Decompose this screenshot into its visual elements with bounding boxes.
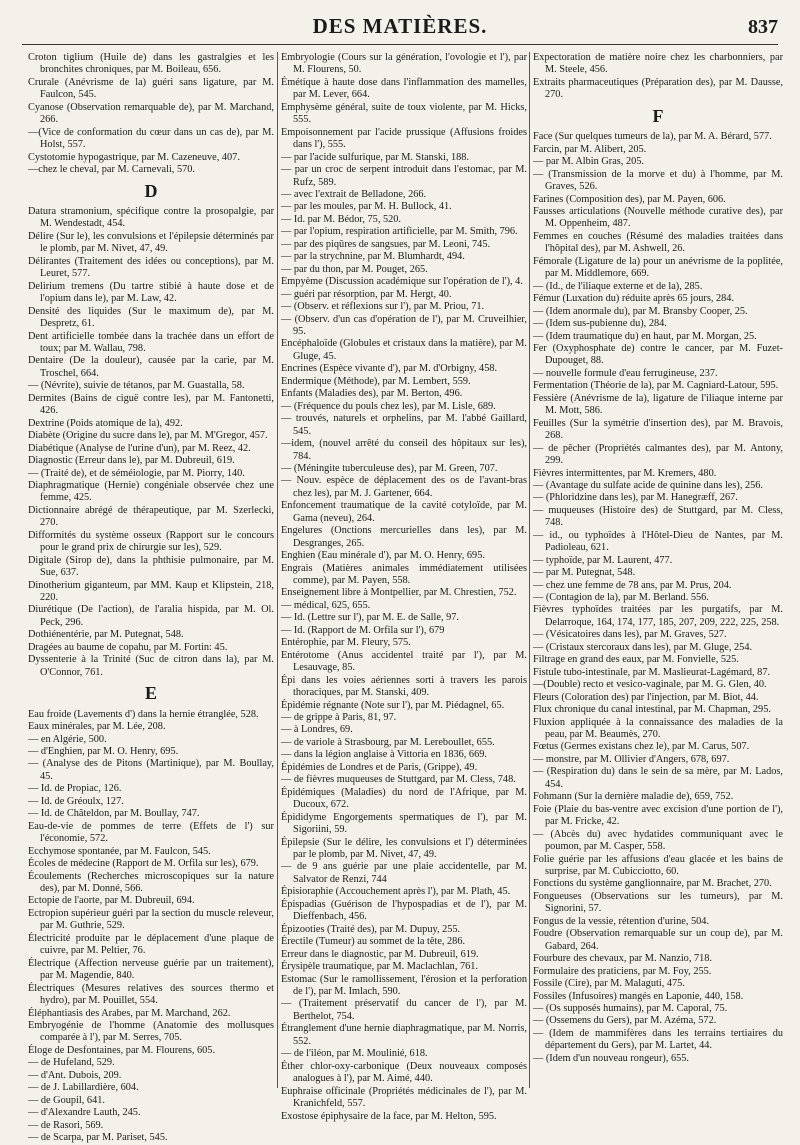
- index-entry: Écoles de médecine (Rapport de M. Orfila sur les), 679.: [28, 858, 259, 870]
- index-entry: Étranglement d'une hernie diaphragmatique, par M. Norris, 552.: [281, 1023, 527, 1047]
- index-entry: — en Algérie, 500.: [28, 733, 107, 745]
- index-entry: Engelures (Onctions mercurielles dans les), par M. Desgranges, 265.: [281, 525, 527, 549]
- index-entry: Fleurs (Coloration des) par l'injection, par M. Biot, 44.: [533, 691, 759, 703]
- index-entry: — par M. Albin Gras, 205.: [533, 156, 644, 168]
- index-entry: — (Névrite), suivie de tétanos, par M. Guastalla, 58.: [28, 380, 245, 392]
- index-entry: — (Transmission de la morve et du) à l'homme, par M. Graves, 526.: [533, 168, 783, 193]
- index-column-2: [281, 52, 527, 1122]
- index-entry: Diabétique (Analyse de l'urine d'un), par M. Reez, 42.: [28, 442, 251, 454]
- index-entry: Estomac (Sur le ramollissement, l'érosion et la perforation de l'), par M. Imlach, 590.: [281, 973, 527, 997]
- index-entry: — Id. de Gréoulx, 127.: [28, 795, 124, 807]
- index-entry: Emphysème général, suite de toux violente, par M. Hicks, 555.: [281, 101, 527, 126]
- index-entry: — de 9 ans guérie par une plaie accidentelle, par M. Salvator de Renzi, 744: [281, 861, 527, 885]
- index-entry: — (Idem de mammifères dans les terrains tertiaires du département du Gers), par M. Lartet, 44.: [533, 1027, 783, 1052]
- index-entry: — (Observ. et réflexions sur l'), par M. Priou, 71.: [281, 301, 485, 313]
- index-entry: Dinotherium giganteum, par MM. Kaup et Klipstein, 218, 220.: [28, 579, 274, 604]
- index-entry: Empyème (Discussion académique sur l'opération de l'), 4.: [281, 276, 523, 288]
- index-entry: Épidémie régnante (Note sur l'), par M. Piédagnel, 65.: [281, 699, 505, 711]
- index-entry: Exostose épiphysaire de la face, par M. Helton, 595.: [281, 1110, 497, 1122]
- index-entry: Cyanose (Observation remarquable de), par M. Marchand, 266.: [28, 101, 274, 126]
- index-entry: — (Ossemens du Gers), par M. Azéma, 572.: [533, 1015, 717, 1027]
- index-entry: — par la strychnine, par M. Blumhardt, 494.: [281, 251, 465, 263]
- index-entry: Euphraise officinale (Propriétés médicinales de l'), par M. Kranichfeld, 557.: [281, 1085, 527, 1110]
- index-entry: Enseignement libre à Montpellier, par M. Chrestien, 752.: [281, 587, 517, 599]
- index-entry: Datura stramonium, spécifique contre la prosopalgie, par M. Wendestadt, 454.: [28, 205, 274, 230]
- index-entry: Électricité produite par le déplacement d'une plaque de cuivre, par M. Peltier, 76.: [28, 932, 274, 957]
- section-letter: E: [144, 683, 157, 704]
- index-entry: — de Goupil, 641.: [28, 1094, 105, 1106]
- index-entry: Empoisonnement par l'acide prussique (Affusions froides dans l'), 555.: [281, 126, 527, 151]
- index-entry: Engrais (Matières animales immédiatement utilisées comme), par M. Payen, 558.: [281, 562, 527, 587]
- index-entry: Flux chronique du canal intestinal, par M. Chapman, 295.: [533, 704, 771, 716]
- index-entry: Fessière (Anévrisme de la), ligature de l'iliaque interne par M. Mott, 586.: [533, 392, 783, 417]
- index-entry: Filtrage en grand des eaux, par M. Fonvielle, 525.: [533, 654, 739, 666]
- index-entry: Fémorale (Ligature de la) pour un anévrisme de la poplitée, par M. Middlemore, 669.: [533, 255, 783, 280]
- index-entry: Émétique à haute dose dans l'inflammation des mamelles, par M. Lever, 664.: [281, 76, 527, 101]
- index-entry: — à Londres, 69.: [281, 724, 353, 736]
- index-entry: Dextrine (Poids atomique de la), 492.: [28, 417, 183, 429]
- index-entry: Fausses articulations (Nouvelle méthode curative des), par M. Oppenheim, 487.: [533, 205, 783, 230]
- index-entry: — (Analyse des de Pitons (Martinique), par M. Boullay, 45.: [28, 758, 274, 782]
- index-entry: Délire (Sur le), les convulsions et l'épilepsie déterminés par le plomb, par M. Nivet, 47, 49.: [28, 230, 274, 255]
- index-entry: Fistule tubo-intestinale, par M. Maslieurat-Lagémard, 87.: [533, 666, 771, 678]
- index-entry: Crurale (Anévrisme de la) guéri sans ligature, par M. Faulcon, 545.: [28, 76, 274, 101]
- index-entry: — d'Ant. Dubois, 209.: [28, 1069, 122, 1081]
- index-column-1: [28, 52, 274, 1144]
- index-entry: — avec l'extrait de Belladone, 266.: [281, 188, 427, 200]
- index-entry: Dent artificielle tombée dans la trachée dans un effort de toux; par M. Wallau, 798.: [28, 330, 274, 354]
- index-entry: Écoulements (Recherches microscopiques sur la nature des), par M. Donné, 566.: [28, 870, 274, 894]
- index-entry: Fièvres typhoïdes traitées par les purgatifs, par M. Delarroque, 164, 174, 177, 185, 207, 209, 222, 225, 258.: [533, 604, 783, 628]
- index-entry: Entérophie, par M. Fleury, 575.: [281, 637, 411, 649]
- page-header: [0, 6, 800, 44]
- index-entry: — (Cristaux stercoraux dans les), par M. Gluge, 254.: [533, 641, 753, 653]
- index-entry: Diaphragmatique (Hernie) congéniale observée chez une femme, 425.: [28, 479, 274, 504]
- index-entry: Épisioraphie (Accouchement après l'), par M. Plath, 45.: [281, 886, 511, 898]
- index-entry: — (Idem sus-pubienne du), 284.: [533, 318, 667, 330]
- index-entry: Embryogénie de l'homme (Anatomie des mollusques comparée à l'), par M. Serres, 705.: [28, 1019, 274, 1044]
- index-entry: Diabète (Origine du sucre dans le), par M. M'Gregor, 457.: [28, 430, 268, 442]
- index-entry: Ectropion supérieur guéri par la section du muscle releveur, par M. Guthrie, 529.: [28, 907, 274, 932]
- index-entry: — dans la légion anglaise à Vittoria en 1836, 669.: [281, 749, 487, 761]
- index-entry: Fourbure des chevaux, par M. Nanzio, 718.: [533, 953, 713, 965]
- section-letter: F: [652, 105, 664, 126]
- index-entry: Fièvres intermittentes, par M. Kremers, 480.: [533, 467, 717, 479]
- index-entry: Fer (Oxyphosphate de) contre le cancer, par M. Fuzet-Dupouget, 88.: [533, 342, 783, 367]
- index-entry: — (Abcès du) avec hydatides communiquant avec le poumon, par M. Casper, 558.: [533, 828, 783, 853]
- index-entry: — (Vésicatoires dans les), par M. Graves, 527.: [533, 629, 727, 641]
- index-entry: — (Idem anormale du), par M. Bransby Cooper, 25.: [533, 305, 748, 317]
- index-entry: Femmes en couches (Résumé des maladies traitées dans l'hôpital des), par M. Ashwell, 26.: [533, 230, 783, 255]
- index-entry: Expectoration de matière noire chez les charbonniers, par M. Steele, 456.: [533, 52, 783, 76]
- index-entry: Électriques (Mesures relatives des sources thermo et hydro), par M. Pouillet, 554.: [28, 982, 274, 1007]
- index-entry: — id., ou typhoïdes à l'Hôtel-Dieu de Nantes, par M. Padioleau, 621.: [533, 529, 783, 554]
- index-entry: — de pêcher (Propriétés calmantes des), par M. Antony, 299.: [533, 442, 783, 467]
- index-entry: Farcin, par M. Alibert, 205.: [533, 143, 647, 155]
- index-entry: Dictionnaire abrégé de thérapeutique, par M. Szerlecki, 270.: [28, 504, 274, 529]
- index-entry: Folie guérie par les affusions d'eau glacée et les bains de surprise, par M. Cubicciotto, 60.: [533, 853, 783, 877]
- index-entry: — (Traitement préservatif du cancer de l'), par M. Berthelot, 754.: [281, 998, 527, 1022]
- index-entry: Électrique (Affection nerveuse guérie par un traitement), par M. Magendie, 840.: [28, 957, 274, 982]
- index-entry: Épididyme Engorgements spermatiques de l'), par M. Sigoriini, 59.: [281, 811, 527, 836]
- index-entry: Épidémies de Londres et de Paris, (Grippe), 49.: [281, 761, 478, 773]
- index-entry: — de grippe à Paris, 81, 97.: [281, 712, 397, 724]
- column-divider: [277, 52, 278, 1088]
- index-entry: Fongueuses (Observations sur les tumeurs), par M. Signorini, 57.: [533, 890, 783, 915]
- index-entry: — (Avantage du sulfate acide de quinine dans les), 256.: [533, 479, 763, 491]
- page-title: DES MATIÈRES.: [312, 14, 488, 38]
- index-entry: — de variole à Strasbourg, par M. Lereboullet, 655.: [281, 736, 495, 748]
- index-entry: Fossiles (Infusoires) mangés en Laponie, 440, 158.: [533, 990, 744, 1002]
- index-entry: — de J. Labillardière, 604.: [28, 1082, 139, 1094]
- index-entry: — de Scarpa, par M. Pariset, 545.: [28, 1132, 168, 1144]
- index-entry: Épilepsie (Sur le délire, les convulsions et l') déterminées par le plomb, par M. Nivet, 47, 49.: [281, 836, 527, 860]
- index-entry: Épi dans les voies aériennes sorti à travers les parois thoraciques, par M. Stanski, 409.: [281, 674, 527, 699]
- index-entry: Dermites (Bains de ciguë contre les), par M. Fantonetti, 426.: [28, 392, 274, 417]
- index-entry: Fœtus (Germes existans chez le), par M. Carus, 507.: [533, 741, 750, 753]
- index-entry: — Nouv. espèce de déplacement des os de l'avant-bras chez les), par M. J. Gartener, 664.: [281, 475, 527, 499]
- index-entry: Embryologie (Cours sur la génération, l'ovologie et l'), par M. Flourens, 50.: [281, 52, 527, 76]
- index-entry: Dragées au baume de copahu, par M. Fortin: 45.: [28, 641, 228, 653]
- index-entry: Erreur dans le diagnostic, par M. Dubreuil, 619.: [281, 948, 479, 960]
- index-entry: Difformités du système osseux (Rapport sur le concours pour le grand prix de chirurgie sur les), 529.: [28, 529, 274, 554]
- index-entry: Fongus de la vessie, rétention d'urine, 504.: [533, 915, 710, 927]
- index-entry: Eau froide (Lavements d') dans la hernie étranglée, 528.: [28, 708, 259, 720]
- index-entry: Fémur (Luxation du) réduite après 65 jours, 284.: [533, 293, 735, 305]
- index-entry: — trouvés, naturels et orphelins, par M. l'abbé Gaillard, 545.: [281, 413, 527, 437]
- index-entry: Dentaire (De la douleur), causée par la carie, par M. Troschel, 664.: [28, 355, 274, 379]
- index-entry: Foie (Plaie du bas-ventre avec excision d'une portion de l'), par M. Fricke, 42.: [533, 803, 783, 828]
- index-entry: Entérotome (Anus accidentel traité par l'), par M. Lesauvage, 85.: [281, 649, 527, 674]
- index-entry: Érectile (Tumeur) au sommet de la tête, 286.: [281, 936, 466, 948]
- index-column-3: [533, 52, 783, 1092]
- index-entry: —(Double) recto et vesico-vaginale, par M. G. Glen, 40.: [533, 679, 767, 691]
- index-entry: — monstre, par M. Ollivier d'Angers, 678, 697.: [533, 753, 730, 765]
- index-entry: — (Respiration du) dans le sein de sa mère, par M. Lados, 454.: [533, 766, 783, 790]
- column-divider: [529, 52, 530, 1088]
- index-entry: — par des piqûres de sangsues, par M. Leoni, 745.: [281, 238, 491, 250]
- index-entry: Enfants (Maladies des), par M. Berton, 496.: [281, 388, 463, 400]
- index-entry: Fermentation (Théorie de la), par M. Cagniard-Latour, 595.: [533, 380, 779, 392]
- index-entry: Enfoncement traumatique de la cavité cotyloïde, par M. Gama (neveu), 264.: [281, 500, 527, 524]
- index-entry: Extraits pharmaceutiques (Préparation des), par M. Dausse, 270.: [533, 76, 783, 101]
- index-entry: — médical, 625, 655.: [281, 599, 371, 611]
- index-entry: — chez une femme de 78 ans, par M. Prus, 204.: [533, 579, 732, 591]
- index-entry: — par l'acide sulfurique, par M. Stanski, 188.: [281, 151, 470, 163]
- index-entry: — d'Alexandre Lauth, 245.: [28, 1107, 141, 1119]
- index-entry: Éléphantiasis des Arabes, par M. Marchand, 262.: [28, 1007, 231, 1019]
- index-entry: Encéphaloïde (Globules et cristaux dans la matière), par M. Gluge, 45.: [281, 338, 527, 362]
- index-entry: — Id. de Propiac, 126.: [28, 783, 122, 795]
- index-entry: — d'Enghien, par M. O. Henry, 695.: [28, 746, 179, 758]
- index-entry: Éther chlor-oxy-carbonique (Deux nouveaux composés analogues à l'), par M. Aimé, 440.: [281, 1060, 527, 1085]
- index-entry: Épispadias (Guérison de l'hypospadias et de l'), par M. Dieffenbach, 456.: [281, 898, 527, 923]
- index-entry: Foudre (Observation remarquable sur un coup de), par M. Gabard, 264.: [533, 928, 783, 952]
- index-entry: Densité des liquides (Sur le maximum de), par M. Despretz, 61.: [28, 305, 274, 330]
- index-entry: Fluxion appliquée à la connaissance des maladies de la peau, par M. Beaumès, 270.: [533, 716, 783, 741]
- index-entry: Feuilles (Sur la symétrie d'insertion des), par M. Bravois, 268.: [533, 417, 783, 442]
- index-entry: — par un croc de serpent introduit dans l'estomac, par M. Rufz, 589.: [281, 164, 527, 188]
- index-entry: — (Observ. d'un cas d'opération de l'), par M. Cruveilhier, 95.: [281, 313, 527, 337]
- index-entry: Endermique (Méthode), par M. Lembert, 559.: [281, 375, 471, 387]
- index-entry: Épidémiques (Maladies) du nord de l'Afrique, par M. Ducoux, 672.: [281, 786, 527, 811]
- index-entry: —idem, (nouvel arrêté du conseil des hôpitaux sur les), 784.: [281, 438, 527, 462]
- index-entry: — Id. de Châteldon, par M. Boullay, 747.: [28, 808, 200, 820]
- index-entry: Diagnostic (Erreur dans le), par M. Dubreuil, 619.: [28, 455, 235, 467]
- index-entry: — par M. Putegnat, 548.: [533, 567, 636, 579]
- index-entry: Épizooties (Traité des), par M. Dupuy, 255.: [281, 923, 461, 935]
- index-entry: — (Phloridzine dans les), par M. Hanegræff, 267.: [533, 492, 738, 504]
- index-entry: Encrines (Espèce vivante d'), par M. d'Orbigny, 458.: [281, 363, 498, 375]
- index-entry: Enghien (Eau minérale d'), par M. O. Henry, 695.: [281, 550, 485, 562]
- index-entry: — (Traité de), et de séméiologie, par M. Piorry, 140.: [28, 467, 245, 479]
- index-entry: Dothiénentérie, par M. Putegnat, 548.: [28, 629, 184, 641]
- index-entry: — (Méningite tuberculeuse des), par M. Green, 707.: [281, 462, 498, 474]
- index-entry: Farines (Composition des), par M. Payen, 606.: [533, 193, 726, 205]
- index-entry: — typhoïde, par M. Laurent, 477.: [533, 554, 673, 566]
- index-entry: Fohmann (Sur la dernière maladie de), 659, 752.: [533, 791, 734, 803]
- index-entry: — par l'opium, respiration artificielle, par M. Smith, 796.: [281, 226, 518, 238]
- index-entry: — guéri par résorption, par M. Hergt, 40.: [281, 288, 452, 300]
- index-entry: Éloge de Desfontaines, par M. Flourens, 605.: [28, 1044, 216, 1056]
- index-entry: —(Vice de conformation du cœur dans un cas de), par M. Holst, 557.: [28, 126, 274, 151]
- page-number: 837: [748, 16, 778, 38]
- section-letter: D: [144, 180, 158, 201]
- index-entry: Eaux minérales, par M. Lée, 208.: [28, 721, 166, 733]
- index-entry: — de fièvres muqueuses de Stuttgard, par M. Cless, 748.: [281, 774, 516, 786]
- header-divider: [22, 44, 778, 45]
- index-entry: — Id. (Rapport de M. Orfila sur l'), 679: [281, 624, 445, 636]
- index-entry: — de Rasori, 569.: [28, 1119, 104, 1131]
- index-entry: Fonctions du système ganglionnaire, par M. Brachet, 270.: [533, 878, 772, 890]
- index-entry: — muqueuses (Histoire des) de Stuttgard, par M. Cless, 748.: [533, 504, 783, 529]
- index-entry: Digitale (Sirop de), dans la phthisie pulmonaire, par M. Sue, 637.: [28, 554, 274, 579]
- index-entry: — Id. par M. Bédor, 75, 520.: [281, 213, 401, 225]
- index-entry: Dyssenterie à la Trinité (Suc de citron dans la), par M. O'Connor, 761.: [28, 654, 274, 678]
- index-entry: — de Hufeland, 529.: [28, 1057, 115, 1069]
- index-entry: Delirium tremens (Du tartre stibié à haute dose et de l'opium dans le), par M. Law, 42.: [28, 280, 274, 305]
- index-entry: Formulaire des praticiens, par M. Foy, 255.: [533, 965, 712, 977]
- index-entry: — Id. (Lettre sur l'), par M. E. de Salle, 97.: [281, 612, 459, 624]
- index-entry: Ecchymose spontanée, par M. Faulcon, 545.: [28, 845, 211, 857]
- index-entry: Ectopie de l'aorte, par M. Dubreuil, 694.: [28, 895, 195, 907]
- index-entry: Délirantes (Traitement des idées ou conceptions), par M. Leuret, 577.: [28, 255, 274, 280]
- index-entry: Face (Sur quelques tumeurs de la), par M. A. Bérard, 577.: [533, 131, 772, 143]
- index-entry: Diurétique (De l'action), de l'aralia hispida, par M. Ol. Peck, 296.: [28, 604, 274, 628]
- index-entry: — par les moules, par M. H. Bullock, 41.: [281, 201, 452, 213]
- index-entry: Érysipèle traumatique, par M. Maclachlan, 761.: [281, 961, 479, 973]
- index-entry: Croton tiglium (Huile de) dans les gastralgies et les bronchites chroniques, par M. Boileau, 656.: [28, 52, 274, 76]
- index-entry: Eau-de-vie de pommes de terre (Effets de l') sur l'économie, 572.: [28, 820, 274, 845]
- index-entry: — (Id., de l'iliaque externe et de la), 285.: [533, 280, 703, 292]
- index-entry: — (Contagion de la), par M. Berland. 556.: [533, 592, 709, 604]
- index-entry: — (Idem d'un nouveau rongeur), 655.: [533, 1052, 689, 1064]
- index-entry: Cystotomie hypogastrique, par M. Cazeneuve, 407.: [28, 151, 240, 163]
- index-entry: — nouvelle formule d'eau ferrugineuse, 237.: [533, 367, 718, 379]
- index-entry: Fossile (Cire), par M. Malaguti, 475.: [533, 978, 685, 990]
- index-entry: — (Fréquence du pouls chez les), par M. Lisle, 689.: [281, 400, 496, 412]
- index-entry: —chez le cheval, par M. Carnevali, 570.: [28, 164, 195, 176]
- index-entry: — (Idem traumatique du) en haut, par M. Morgan, 25.: [533, 330, 757, 342]
- index-entry: — de l'iléon, par M. Moulinié, 618.: [281, 1048, 428, 1060]
- index-entry: — (Os supposés humains), par M. Caporal, 75.: [533, 1002, 728, 1014]
- index-entry: — par du thon, par M. Pouget, 265.: [281, 263, 428, 275]
